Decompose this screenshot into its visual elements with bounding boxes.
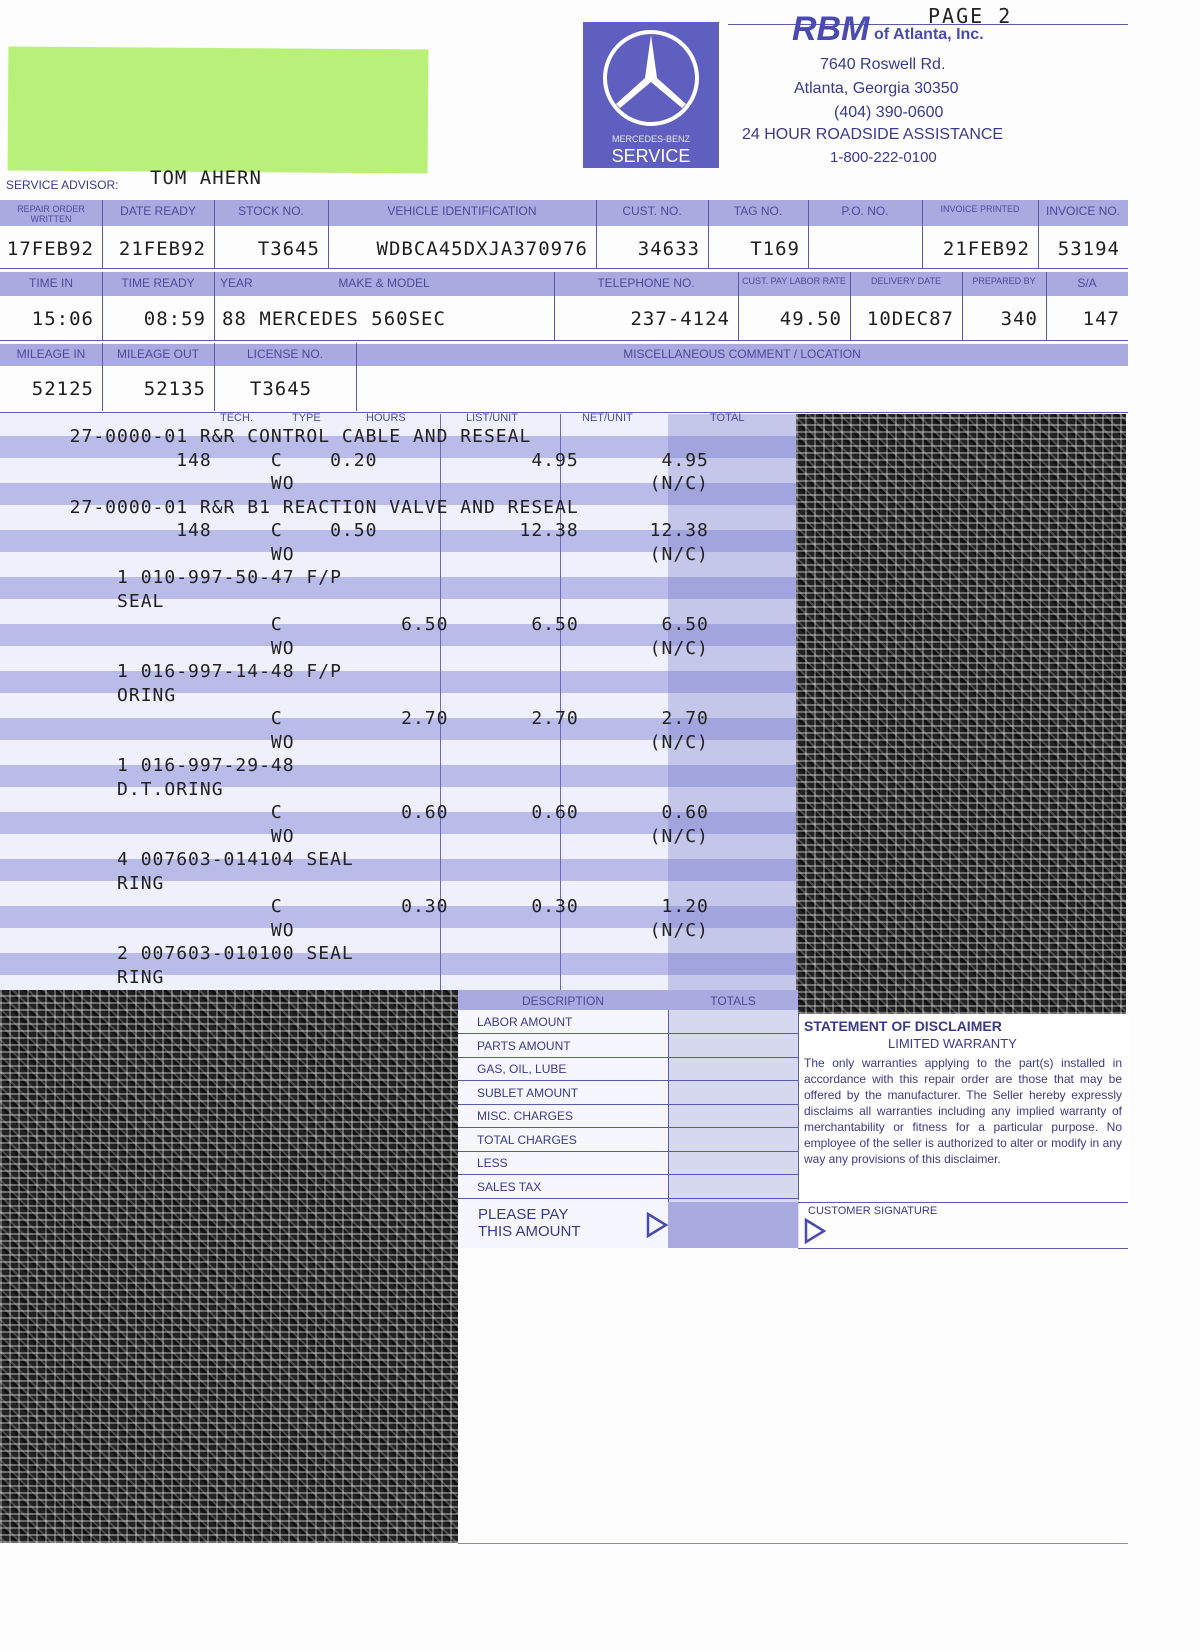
redaction-block-right bbox=[796, 414, 1126, 1014]
summary-row bbox=[458, 1034, 798, 1058]
row1-label-0: REPAIR ORDER WRITTEN bbox=[17, 204, 85, 224]
row2-label-7: PREPARED BY bbox=[972, 276, 1036, 286]
summary-row-label: GAS, OIL, LUBE bbox=[477, 1062, 567, 1076]
row2-value-8: 147 bbox=[1082, 308, 1120, 330]
row2-value-6: 10DEC87 bbox=[866, 308, 954, 330]
address-line-2: Atlanta, Georgia 30350 bbox=[794, 80, 959, 97]
row2-label-8: S/A bbox=[1077, 276, 1097, 290]
summary-row-label: PARTS AMOUNT bbox=[477, 1038, 571, 1053]
row2-label-6: DELIVERY DATE bbox=[870, 276, 942, 286]
summary-row bbox=[458, 1057, 798, 1081]
row2-value-5: 49.50 bbox=[779, 308, 842, 330]
service-advisor-label: SERVICE ADVISOR: bbox=[6, 178, 119, 192]
please-pay-label: PLEASE PAY THIS AMOUNT bbox=[478, 1206, 581, 1240]
row2-divider-7 bbox=[962, 272, 963, 340]
line-item-row: RING bbox=[46, 966, 165, 988]
disclaimer-title: STATEMENT OF DISCLAIMER bbox=[804, 1018, 1002, 1034]
logo-brand-text: MERCEDES-BENZ bbox=[611, 134, 690, 144]
line-item-row: 4 007603-014104 SEAL bbox=[46, 849, 354, 870]
summary-row bbox=[458, 1104, 798, 1128]
summary-row-label: MISC. CHARGES bbox=[477, 1109, 574, 1123]
summary-row-label: SALES TAX bbox=[477, 1179, 542, 1194]
lines-header-3: LIST/UNIT bbox=[466, 412, 518, 424]
row1-label-3: VEHICLE IDENTIFICATION bbox=[387, 204, 537, 218]
summary-totals-header: TOTALS bbox=[710, 994, 756, 1008]
row3-value-0: 52125 bbox=[31, 378, 94, 400]
row2-label-3: MAKE & MODEL bbox=[338, 276, 430, 290]
row2-bottom-rule bbox=[0, 340, 1128, 341]
signature-arrow-icon bbox=[804, 1218, 826, 1244]
row1-divider-5 bbox=[708, 200, 709, 268]
row3-divider-3 bbox=[356, 343, 357, 411]
logo-service-text: SERVICE bbox=[611, 146, 691, 166]
summary-row-label: LABOR AMOUNT bbox=[477, 1015, 573, 1029]
row1-label-4: CUST. NO. bbox=[622, 204, 682, 218]
line-item-row: 1 016-997-14-48 F/P bbox=[46, 661, 342, 682]
lines-header-0: TECH. bbox=[220, 412, 253, 424]
row2-label-0: TIME IN bbox=[29, 276, 73, 290]
row2-divider-5 bbox=[738, 272, 739, 340]
row1-label-7: INVOICE PRINTED bbox=[940, 204, 1020, 214]
line-item-row: 27-0000-01 R&R CONTROL CABLE AND RESEAL bbox=[46, 426, 532, 447]
row2-value-0: 15:06 bbox=[31, 308, 94, 330]
play-arrow-icon bbox=[646, 1212, 668, 1238]
row2-value-4: 237-4124 bbox=[630, 308, 730, 330]
lines-header-2: HOURS bbox=[366, 412, 406, 424]
summary-desc-header: DESCRIPTION bbox=[521, 994, 604, 1008]
mercedes-star-icon bbox=[583, 22, 719, 132]
row1-value-4: 34633 bbox=[637, 238, 700, 260]
mercedes-service-logo bbox=[583, 22, 719, 168]
row1-label-2: STOCK NO. bbox=[238, 204, 304, 218]
row1-label-5: TAG NO. bbox=[733, 204, 783, 218]
row2-label-1: TIME READY bbox=[121, 276, 195, 290]
redaction-sticky bbox=[8, 47, 429, 174]
summary-row bbox=[458, 1128, 798, 1152]
row1-divider-1 bbox=[102, 200, 103, 268]
lines-header-4: NET/UNIT bbox=[582, 412, 633, 424]
row3-divider-1 bbox=[102, 343, 103, 411]
company-suffix: of Atlanta, Inc. bbox=[874, 26, 984, 43]
row2-divider-4 bbox=[554, 272, 555, 340]
line-item-row: WO (N/C) bbox=[46, 543, 709, 565]
row3-value-1: 52135 bbox=[143, 378, 206, 400]
line-item-row: C 6.50 6.50 6.50 bbox=[46, 614, 709, 635]
line-item-row: C 0.60 0.60 0.60 bbox=[46, 802, 709, 823]
signature-line bbox=[798, 1248, 1128, 1249]
summary-row bbox=[458, 1010, 798, 1034]
row3-label-0: MILEAGE IN bbox=[16, 347, 86, 361]
redaction-block-bottom-left bbox=[0, 990, 458, 1543]
row2-label-2: YEAR bbox=[220, 276, 253, 290]
row3-label-3: MISCELLANEOUS COMMENT / LOCATION bbox=[623, 347, 861, 361]
row1-value-2: T3645 bbox=[257, 238, 320, 260]
summary-row bbox=[458, 1081, 798, 1105]
lines-header-1: TYPE bbox=[292, 412, 321, 424]
row1-divider-3 bbox=[328, 200, 329, 268]
row1-bottom-rule bbox=[0, 268, 1128, 269]
summary-row-label: TOTAL CHARGES bbox=[477, 1132, 577, 1147]
line-item-row: SEAL bbox=[46, 590, 165, 612]
row2-value-2: 88 MERCEDES 560SEC bbox=[222, 308, 446, 330]
disclaimer-body: The only warranties applying to the part(s) installed in accordance with this repair order are those that may be offered by the manufacturer. The Seller hereby expressly disclaims all warranties including any implied warranty of merchantability or fitness for a particular purpose. No employee of the seller is authorized to alter or modify in any way any provisions of this disclaimer. bbox=[804, 1056, 1122, 1166]
service-advisor-name: TOM AHERN bbox=[150, 167, 262, 189]
summary-row bbox=[458, 1151, 798, 1175]
row2-value-1: 08:59 bbox=[143, 308, 206, 330]
line-item-row: 148 C 0.20 4.95 4.95 bbox=[46, 449, 709, 471]
row2-divider-6 bbox=[850, 272, 851, 340]
line-item-row: 27-0000-01 R&R B1 REACTION VALVE AND RESEAL bbox=[46, 496, 579, 518]
row3-label-1: MILEAGE OUT bbox=[116, 347, 199, 361]
row1-value-1: 21FEB92 bbox=[118, 238, 206, 260]
roadside-label: 24 HOUR ROADSIDE ASSISTANCE bbox=[742, 126, 1004, 143]
row2-divider-1 bbox=[102, 272, 103, 340]
row2-divider-8 bbox=[1046, 272, 1047, 340]
line-item-row: 1 016-997-29-48 bbox=[46, 755, 295, 776]
line-item-row: 1 010-997-50-47 F/P bbox=[46, 567, 342, 588]
row1-value-8: 53194 bbox=[1057, 238, 1120, 260]
row1-label-8: INVOICE NO. bbox=[1045, 204, 1120, 218]
row3-value-2: T3645 bbox=[249, 378, 313, 400]
roadside-phone: 1-800-222-0100 bbox=[830, 149, 937, 166]
row1-value-3: WDBCA45DXJA370976 bbox=[376, 238, 588, 260]
line-item-row: 2 007603-010100 SEAL bbox=[46, 943, 354, 964]
row1-divider-7 bbox=[922, 200, 923, 268]
address-line-1: 7640 Roswell Rd. bbox=[820, 56, 946, 73]
company-phone: (404) 390-0600 bbox=[834, 104, 944, 121]
row2-label-4: TELEPHONE NO. bbox=[597, 276, 695, 290]
row1-divider-4 bbox=[596, 200, 597, 268]
page-label: PAGE 2 bbox=[928, 4, 1013, 28]
customer-signature-label: CUSTOMER SIGNATURE bbox=[808, 1205, 938, 1217]
row1-divider-2 bbox=[214, 200, 215, 268]
summary-row-label: LESS bbox=[477, 1156, 508, 1170]
row1-divider-6 bbox=[808, 200, 809, 268]
line-item-row: C 0.30 0.30 1.20 bbox=[46, 896, 709, 917]
summary-row-label: SUBLET AMOUNT bbox=[477, 1085, 579, 1100]
line-item-row: RING bbox=[46, 872, 165, 894]
line-item-row: D.T.ORING bbox=[46, 778, 224, 800]
signature-rule bbox=[798, 1202, 1128, 1203]
disclaimer-subtitle: LIMITED WARRANTY bbox=[888, 1036, 1017, 1051]
company-name: RBM bbox=[792, 10, 870, 48]
row2-label-5: CUST. PAY LABOR RATE bbox=[742, 276, 846, 286]
row1-value-7: 21FEB92 bbox=[942, 238, 1030, 260]
row1-divider-8 bbox=[1038, 200, 1039, 268]
line-item-row: WO (N/C) bbox=[46, 731, 709, 753]
line-item-row: C 2.70 2.70 2.70 bbox=[46, 708, 709, 729]
lines-header-5: TOTAL bbox=[710, 412, 745, 424]
line-item-row: WO (N/C) bbox=[46, 473, 709, 494]
row3-bottom-rule bbox=[0, 412, 1128, 413]
line-item-row: WO (N/C) bbox=[46, 825, 709, 847]
line-item-row: WO (N/C) bbox=[46, 637, 709, 659]
line-item-row: ORING bbox=[46, 684, 177, 706]
row1-value-0: 17FEB92 bbox=[6, 238, 94, 260]
line-item-row: 148 C 0.50 12.38 12.38 bbox=[46, 520, 709, 541]
bottom-rule bbox=[458, 1543, 1128, 1544]
summary-row bbox=[458, 1175, 798, 1199]
row2-value-7: 340 bbox=[1000, 308, 1038, 330]
row1-label-1: DATE READY bbox=[120, 204, 196, 218]
row1-value-5: T169 bbox=[750, 238, 800, 260]
row3-divider-2 bbox=[214, 343, 215, 411]
please-pay-amount-box bbox=[668, 1202, 798, 1248]
line-item-row: WO (N/C) bbox=[46, 919, 709, 941]
row3-label-2: LICENSE NO. bbox=[246, 347, 324, 361]
row1-label-6: P.O. NO. bbox=[841, 204, 889, 218]
